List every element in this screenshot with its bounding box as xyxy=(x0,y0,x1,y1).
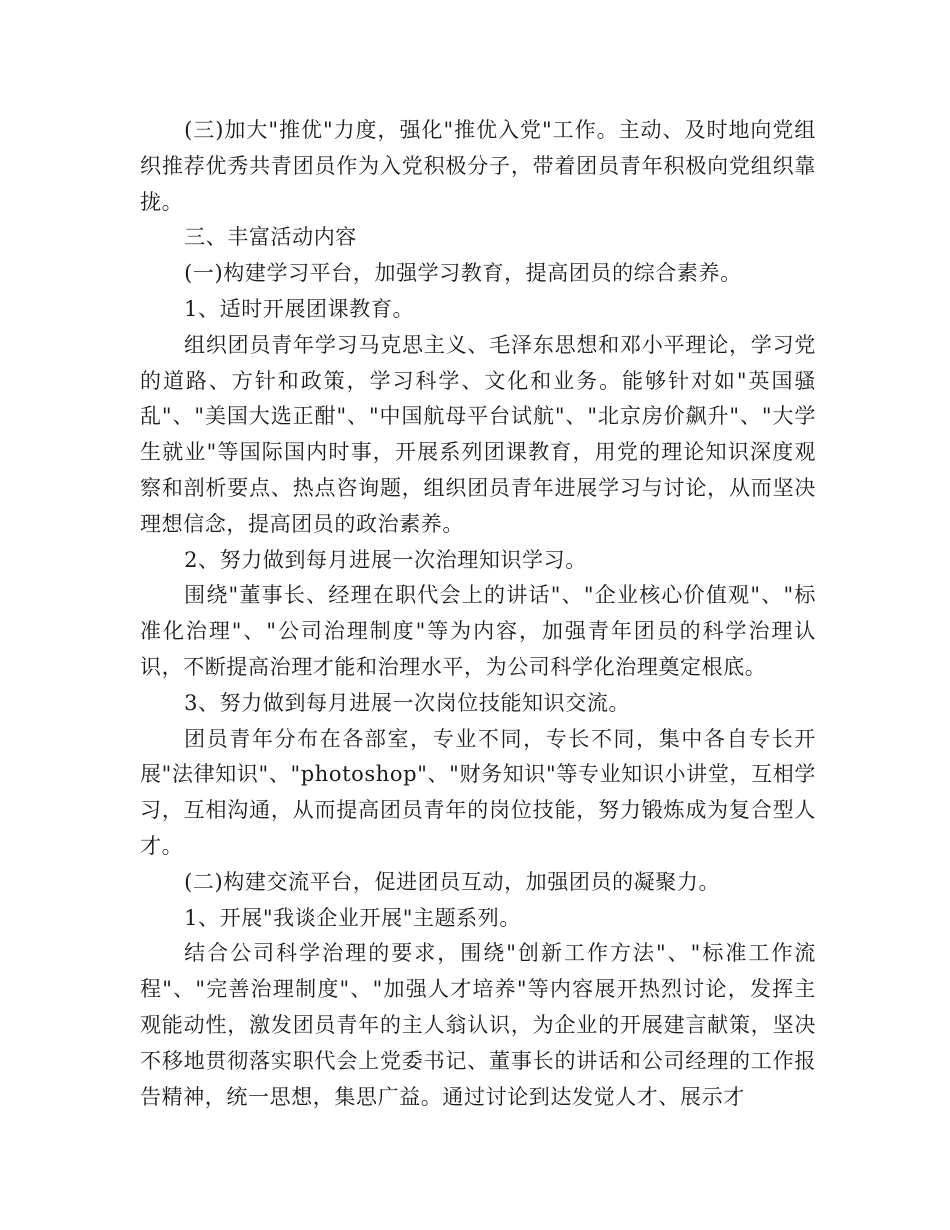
subheading-learning-platform: (一)构建学习平台，加强学习教育，提高团员的综合素养。 xyxy=(184,261,742,286)
item-heading-league-class: 1、适时开展团课教育。 xyxy=(184,296,415,321)
document-body xyxy=(140,113,816,1115)
section-heading-activities: 三、丰富活动内容 xyxy=(184,225,357,250)
paragraph-recommend-party: (三)加大"推优"力度，强化"推优入党"工作。主动、及时地向党组织推荐优秀共青团员作为入党积极分子，带着团员青年积极向党组织靠拢。 xyxy=(140,118,816,214)
paragraph-skills-exchange: 团员青年分布在各部室，专业不同，专长不同，集中各自专长开展"法律知识"、"photoshop"、"财务知识"等专业知识小讲堂，互相学习，互相沟通，从而提高团员青年的岗位技能，努力锻炼成为复合型人才。 xyxy=(140,726,816,858)
item-heading-enterprise-talk: 1、开展"我谈企业开展"主题系列。 xyxy=(184,905,521,930)
subheading-exchange-platform: (二)构建交流平台，促进团员互动，加强团员的凝聚力。 xyxy=(184,869,721,894)
paragraph-management-study: 围绕"董事长、经理在职代会上的讲话"、"企业核心价值观"、"标准化治理"、"公司治理制度"等为内容，加强青年团员的科学治理认识，不断提高治理才能和治理水平，为公司科学化治理奠定根底。 xyxy=(140,583,816,679)
paragraph-enterprise-talk: 结合公司科学治理的要求，围绕"创新工作方法"、"标准工作流程"、"完善治理制度"、"加强人才培养"等内容展开热烈讨论，发挥主观能动性，激发团员青年的主人翁认识，为企业的开展建言献策，坚决不移地贯彻落实职代会上党委书记、董事长的讲话和公司经理的工作报告精神，统一思想，集思广益。通过讨论到达发觉人才、展示才 xyxy=(140,941,816,1109)
paragraph-league-class: 组织团员青年学习马克思主义、毛泽东思想和邓小平理论，学习党的道路、方针和政策，学习科学、文化和业务。能够针对如"英国骚乱"、"美国大选正酣"、"中国航母平台试航"、"北京房价飙升"、"大学生就业"等国际国内时事，开展系列团课教育，用党的理论知识深度观察和剖析要点、热点咨询题，组织团员青年进展学习与讨论，从而坚决理想信念，提高团员的政治素养。 xyxy=(140,332,816,536)
item-heading-management-study: 2、努力做到每月进展一次治理知识学习。 xyxy=(184,547,587,572)
item-heading-skills-exchange: 3、努力做到每月进展一次岗位技能知识交流。 xyxy=(184,690,631,715)
